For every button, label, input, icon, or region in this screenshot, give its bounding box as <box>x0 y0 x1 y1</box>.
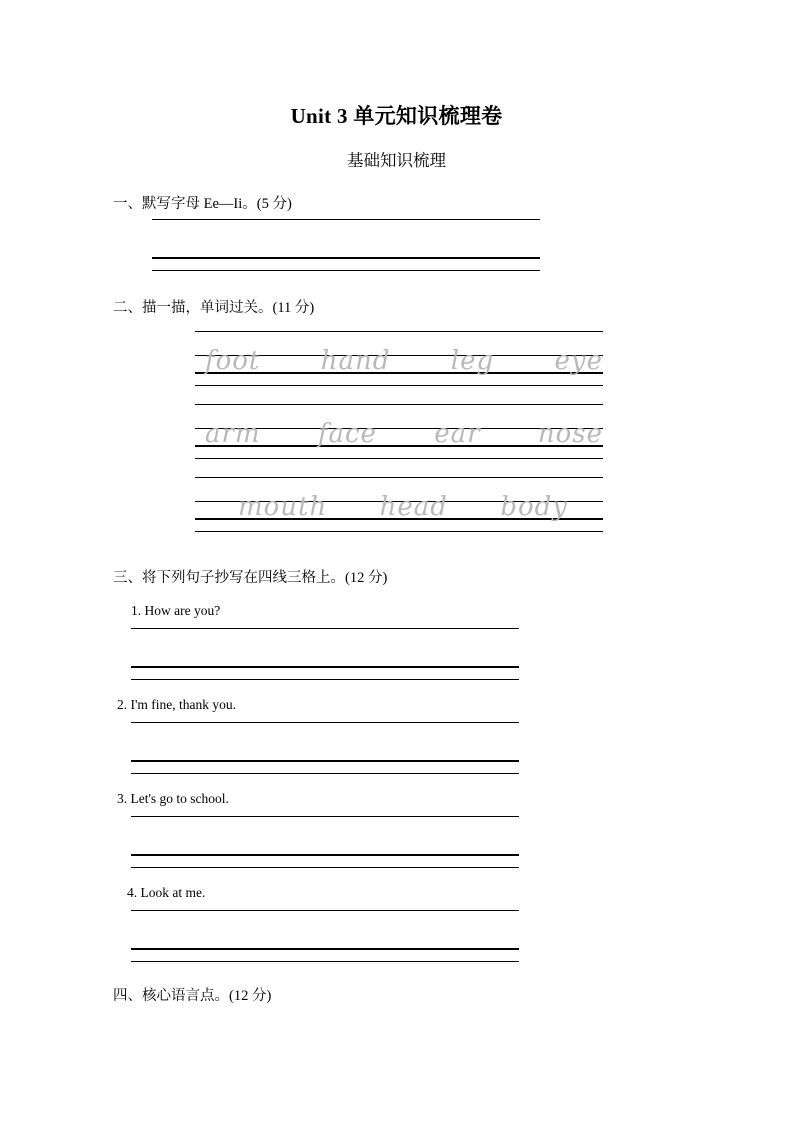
writing-grid-sentence-1[interactable] <box>131 625 519 683</box>
sentence-item-1: 1. How are you? <box>131 603 221 618</box>
sentence-item-3: 3. Let's go to school. <box>117 791 229 806</box>
page-subtitle: 基础知识梳理 <box>347 151 446 170</box>
grid-line-bottom <box>195 458 603 459</box>
tracing-word: body <box>500 492 568 522</box>
page-title: Unit 3 单元知识梳理卷 <box>290 104 503 128</box>
grid-line-baseline <box>131 854 519 856</box>
tracing-word: head <box>379 492 448 522</box>
tracing-grid-row-3[interactable] <box>195 477 603 533</box>
grid-line-top <box>131 816 519 817</box>
grid-line-baseline <box>131 666 519 668</box>
tracing-grid-row-2[interactable] <box>195 404 603 460</box>
writing-grid-sentence-4[interactable] <box>131 907 519 965</box>
grid-line-baseline <box>131 760 519 762</box>
grid-line-bottom <box>131 961 519 962</box>
grid-line-bottom <box>131 679 519 680</box>
tracing-word: arm <box>205 419 261 449</box>
tracing-word: hand <box>320 346 391 376</box>
sentence-item-4: 4. Look at me. <box>127 885 206 900</box>
grid-line-bottom <box>195 385 603 386</box>
tracing-word: mouth <box>238 492 328 522</box>
grid-line-top <box>152 219 540 220</box>
grid-line-midline <box>195 355 603 356</box>
section-heading-three: 三、将下列句子抄写在四线三格上。(12 分) <box>113 570 388 586</box>
grid-line-bottom <box>152 270 540 271</box>
section-heading-two: 二、描一描，单词过关。(11 分) <box>113 300 315 316</box>
tracing-word: face <box>317 419 377 449</box>
grid-line-bottom <box>131 867 519 868</box>
grid-line-bottom <box>131 773 519 774</box>
tracing-word: leg <box>450 346 495 376</box>
tracing-grid-row-1[interactable] <box>195 331 603 387</box>
grid-line-baseline <box>131 948 519 950</box>
section-heading-four: 四、核心语言点。(12 分) <box>113 988 272 1004</box>
grid-line-bottom <box>195 531 603 532</box>
grid-line-top <box>195 477 603 478</box>
grid-line-top <box>131 910 519 911</box>
grid-line-midline <box>195 501 603 502</box>
grid-line-top <box>195 404 603 405</box>
tracing-word: nose <box>537 419 603 449</box>
grid-line-baseline <box>195 445 603 447</box>
tracing-word: ear <box>434 419 481 449</box>
writing-grid-sentence-2[interactable] <box>131 719 519 777</box>
grid-line-baseline <box>195 372 603 374</box>
writing-grid-sentence-3[interactable] <box>131 813 519 871</box>
grid-line-baseline <box>152 257 540 259</box>
grid-line-top <box>131 722 519 723</box>
section-heading-one: 一、默写字母 Ee—Ii。(5 分) <box>113 196 292 212</box>
tracing-word: foot <box>205 346 261 376</box>
writing-grid-section-one[interactable] <box>152 216 540 274</box>
grid-line-top <box>195 331 603 332</box>
tracing-word: eye <box>554 346 603 376</box>
grid-line-top <box>131 628 519 629</box>
sentence-item-2: 2. I'm fine, thank you. <box>117 697 237 712</box>
grid-line-midline <box>195 428 603 429</box>
grid-line-baseline <box>195 518 603 520</box>
